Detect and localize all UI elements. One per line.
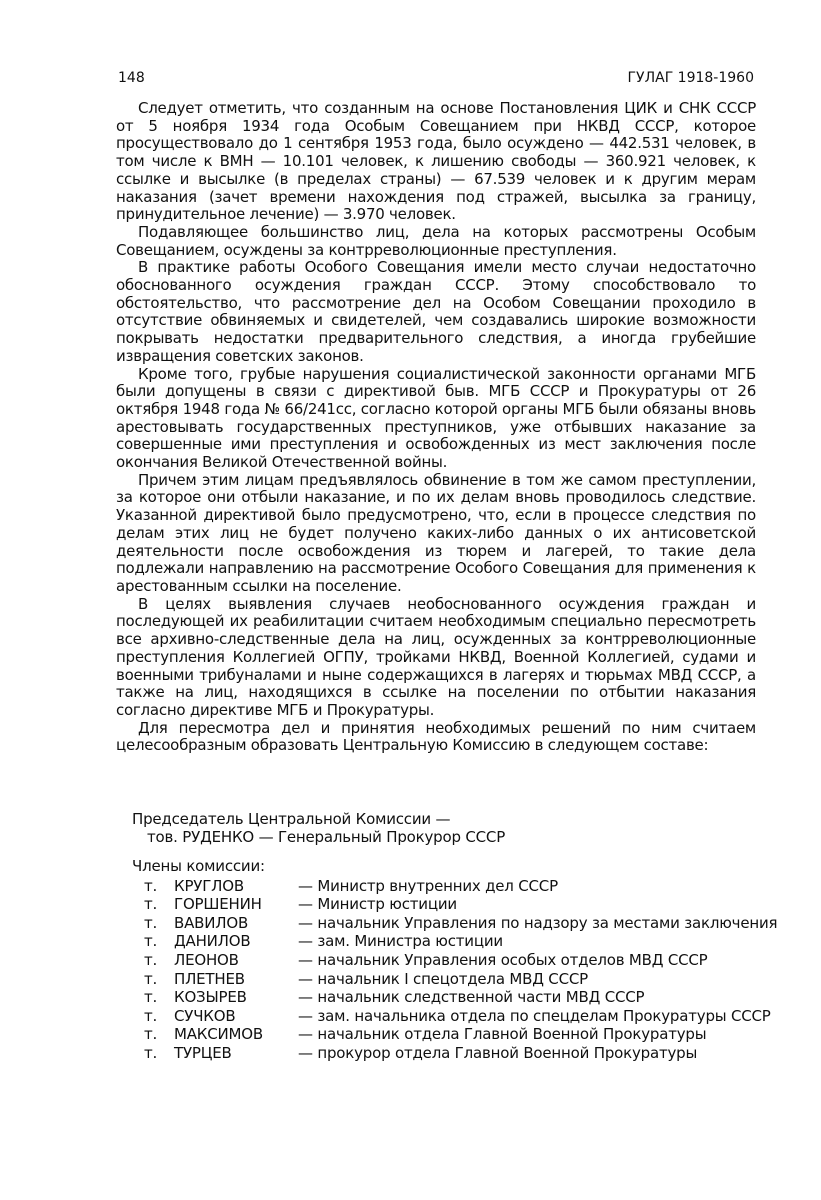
member-name: ДАНИЛОВ	[174, 932, 251, 951]
paragraph: Подавляющее большинство лиц, дела на которых рассмотрены Особым Совещанием, осуждены за контрреволюционные преступления.	[116, 222, 756, 259]
commission-members	[132, 857, 777, 1063]
member-row	[132, 951, 777, 970]
paragraph: Следует отметить, что созданным на основе Постановления ЦИК и СНК СССР от 5 ноября 1934 года Особым Совещанием при НКВД СССР, которое просуществовало до 1 сентября 1953 года, было осуждено — 442.531 человек, в том числе к ВМН — 10.101 человек, к лишению свободы — 360.921 человек, к ссылке и высылке (в пределах страны) — 67.539 человек и к другим мерам наказания (зачет времени нахождения под стражей, высылка за границу, принудительное лечение) — 3.970 человек.	[116, 99, 756, 224]
member-prefix: т.	[144, 895, 158, 914]
member-role: — Министр внутренних дел СССР	[298, 876, 558, 895]
member-role: — начальник Управления по надзору за местами заключения	[298, 913, 778, 932]
member-prefix: т.	[144, 1043, 158, 1062]
member-role: — начальник I спецотдела МВД СССР	[298, 969, 588, 988]
member-row	[132, 1044, 777, 1063]
member-role: — начальник следственной части МВД СССР	[298, 988, 645, 1007]
page-number: 148	[118, 70, 145, 86]
paragraph: В целях выявления случаев необоснованного осуждения граждан и последующей их реабилитации считаем необходимым специально пересмотреть все архивно-следственные дела на лиц, осужденных за контрреволюционные преступления Коллегией ОГПУ, тройками НКВД, Военной Коллегией, судами и военными трибуналами и ныне содержащихся в лагерях и тюрьмах МВД СССР, а также на лиц, находящихся в ссылке на поселении по отбытии наказания согласно директиве МГБ и Прокуратуры.	[116, 594, 756, 719]
page-header	[118, 70, 754, 90]
member-name: ПЛЕТНЕВ	[174, 969, 245, 988]
paragraph: Кроме того, грубые нарушения социалистической законности органами МГБ были допущены в связи с директивой быв. МГБ СССР и Прокуратуры от 26 октября 1948 года № 66/241сс, согласно которой органы МГБ были обязаны вновь арестовывать государственных преступников, уже отбывших наказание за совершенные ими преступления и освобожденных из мест заключения после окончания Великой Отечественной войны.	[116, 364, 756, 472]
member-role: — Министр юстиции	[298, 895, 457, 914]
member-row	[132, 970, 777, 989]
member-name: МАКСИМОВ	[174, 1025, 263, 1044]
member-prefix: т.	[144, 969, 158, 988]
chair-title: Председатель Центральной Комиссии —	[132, 810, 451, 828]
members-heading: Члены комиссии:	[132, 857, 265, 875]
member-role: — начальник отдела Главной Военной Прокуратуры	[298, 1025, 707, 1044]
member-prefix: т.	[144, 988, 158, 1007]
member-prefix: т.	[144, 1025, 158, 1044]
member-role: — прокурор отдела Главной Военной Прокуратуры	[298, 1043, 698, 1062]
member-prefix: т.	[144, 950, 158, 969]
paragraph: Причем этим лицам предъявлялось обвинение в том же самом преступлении, за которое они отбыли наказание, и по их делам вновь проводилось следствие. Указанной директивой было предусмотрено, что, если в процессе следствия по делам этих лиц не будет получено каких-либо данных о их антисоветской деятельности после освобождения из тюрем и лагерей, то такие дела подлежали направлению на рассмотрение Особого Совещания для применения к арестованным ссылки на поселение.	[116, 470, 756, 595]
member-name: ЛЕОНОВ	[174, 950, 239, 969]
member-name: ГОРШЕНИН	[174, 895, 262, 914]
member-name: КОЗЫРЕВ	[174, 988, 247, 1007]
member-row	[132, 914, 777, 933]
member-name: КРУГЛОВ	[174, 876, 244, 895]
paragraph: В практике работы Особого Совещания имели место случаи недостаточно обоснованного осуждения граждан СССР. Этому способствовало то обстоятельство, что рассмотрение дел на Особом Совещании проходило в отсутствие обвиняемых и свидетелей, чем создавались широкие возможности покрывать недостатки предварительного следствия, а иногда грубейшие извращения советских законов.	[116, 258, 756, 365]
member-role: — зам. Министра юстиции	[298, 932, 503, 951]
member-prefix: т.	[144, 876, 158, 895]
member-row	[132, 1007, 777, 1026]
member-name: СУЧКОВ	[174, 1006, 236, 1025]
member-prefix: т.	[144, 913, 158, 932]
member-role: — начальник Управления особых отделов МВД СССР	[298, 950, 708, 969]
chair-name: тов. РУДЕНКО — Генеральный Прокурор СССР	[147, 828, 506, 846]
body-text	[116, 100, 756, 755]
paragraph: Для пересмотра дел и принятия необходимых решений по ним считаем целесообразным образовать Центральную Комиссию в следующем составе:	[116, 718, 756, 755]
member-prefix: т.	[144, 1006, 158, 1025]
running-title: ГУЛАГ 1918-1960	[627, 70, 754, 86]
member-row	[132, 877, 777, 896]
member-row	[132, 895, 777, 914]
member-row	[132, 932, 777, 951]
commission-chair	[132, 810, 505, 846]
member-row	[132, 988, 777, 1007]
member-prefix: т.	[144, 932, 158, 951]
member-role: — зам. начальника отдела по спецделам Прокуратуры СССР	[298, 1006, 771, 1025]
member-name: ТУРЦЕВ	[174, 1043, 232, 1062]
member-row	[132, 1025, 777, 1044]
member-name: ВАВИЛОВ	[174, 913, 249, 932]
